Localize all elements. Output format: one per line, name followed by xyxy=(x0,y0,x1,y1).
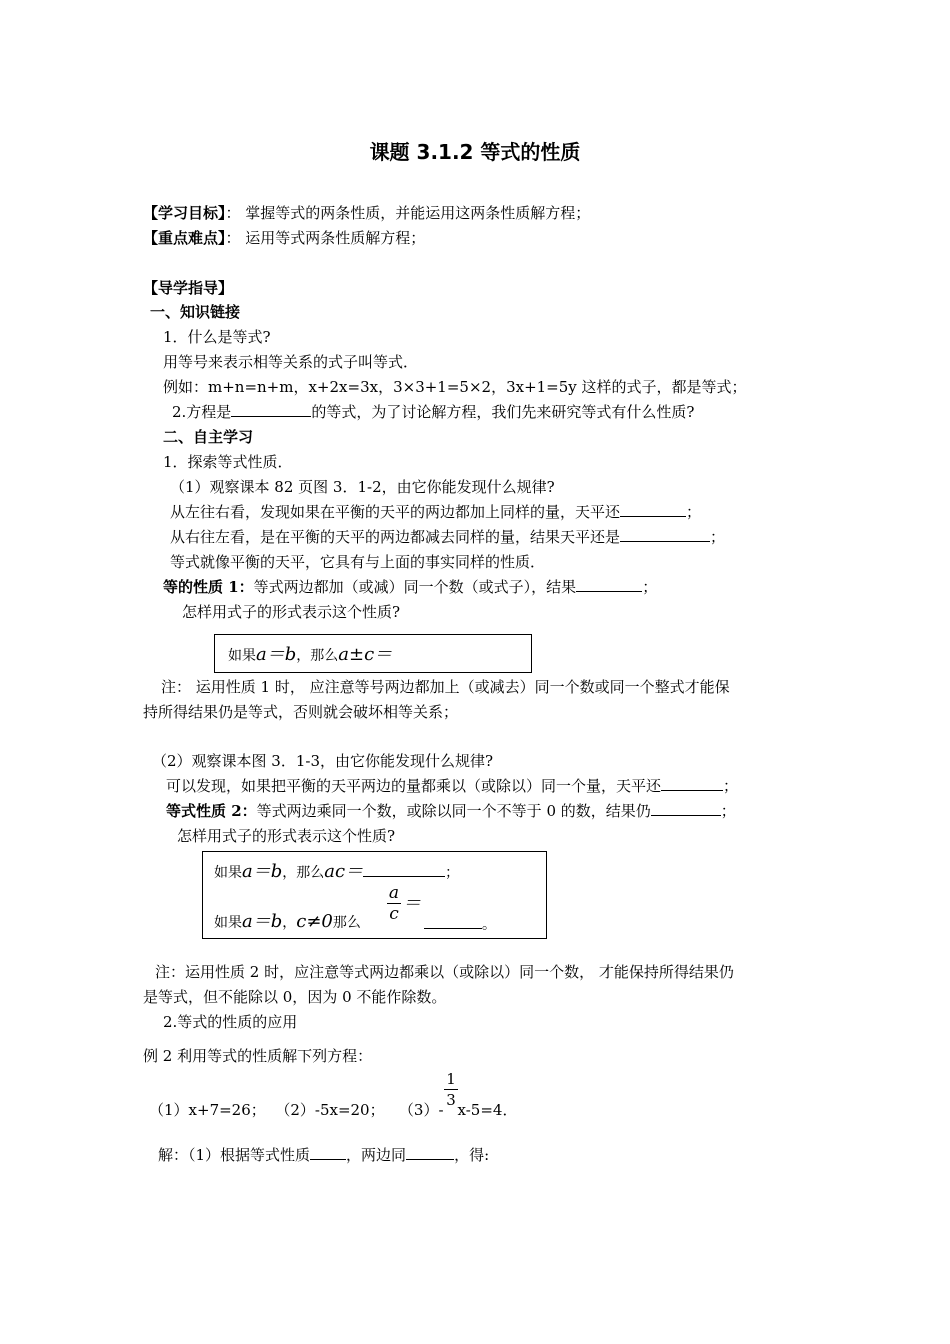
answer-blank[interactable] xyxy=(576,577,642,592)
application-item: 2.等式的性质的应用 xyxy=(163,1013,298,1031)
answer-blank[interactable] xyxy=(310,1145,346,1160)
property1-label: 等的性质 1： xyxy=(163,578,254,596)
one-third-fraction xyxy=(444,1070,458,1109)
answer-blank[interactable] xyxy=(406,1145,454,1160)
answer-blank[interactable] xyxy=(620,527,710,542)
section1-heading: 一、知识链接 xyxy=(150,303,241,321)
c-not-zero: c≠0 xyxy=(296,911,333,932)
answer-blank[interactable] xyxy=(231,402,311,417)
answer-blank[interactable] xyxy=(424,914,482,929)
a-plus-minus-c: a±c＝ xyxy=(338,644,393,665)
if-text: 如果 xyxy=(228,648,256,664)
a-equals-b: a＝b xyxy=(242,861,283,882)
equation-3-prefix: （3）- xyxy=(398,1101,444,1119)
property2-label: 等式性质 2： xyxy=(166,802,257,820)
multiply-observation: 可以发现，如果把平衡的天平两边的量都乘以（或除以）同一个量，天平还 ； xyxy=(166,777,739,795)
difficulty-label: 【重点难点】 xyxy=(143,229,226,247)
property1-text: 等式两边都加（或减）同一个数（或式子），结果 xyxy=(253,578,577,596)
observe-1: （1）观察课本 82 页图 3．1-2，由它你能发现什么规律? xyxy=(170,478,555,496)
example2-intro: 例 2 利用等式的性质解下列方程： xyxy=(143,1047,373,1065)
a-over-c-fraction xyxy=(387,884,401,923)
property2-formula-1: 如果a＝b，那么ac＝ ； xyxy=(214,861,460,882)
then-text: ，那么 xyxy=(282,865,325,881)
equation-2: （2）-5x=20； xyxy=(275,1101,385,1119)
fraction-equals: ＝ xyxy=(403,893,421,914)
how-to-express-1: 怎样用式子的形式表示这个性质? xyxy=(182,603,401,621)
goals-label: 【学习目标】 xyxy=(143,204,226,222)
section2-heading: 二、自主学习 xyxy=(163,428,254,446)
solution-prefix: 解：（1）根据等式性质 xyxy=(158,1146,311,1164)
answer-blank[interactable] xyxy=(620,502,686,517)
guide-heading: 【导学指导】 xyxy=(143,279,234,297)
note1-line1: 注： 运用性质 1 时， 应注意等号两边都加上（或减去）同一个数或同一个整式才能保 xyxy=(161,678,730,696)
fraction-bar xyxy=(444,1089,458,1090)
then-text: ，那么 xyxy=(296,648,339,664)
solution-line xyxy=(158,1145,489,1165)
then-text: 那么 xyxy=(332,915,361,931)
property-1: 等的性质 1：等式两边都加（或减）同一个数（或式子），结果 ； xyxy=(163,578,658,596)
section1-q1: 1．什么是等式? xyxy=(163,328,271,346)
difficulty-text: ： 运用等式两条性质解方程； xyxy=(225,229,426,247)
r2l-text: 从右往左看，是在平衡的天平的两边都减去同样的量，结果天平还是 xyxy=(170,528,621,546)
answer-blank[interactable] xyxy=(651,801,721,816)
explore-item: 1．探索等式性质． xyxy=(163,453,293,471)
example2-equations xyxy=(149,1100,517,1120)
key-difficulty xyxy=(143,228,425,248)
balance-analogy: 等式就像平衡的天平，它具有与上面的事实同样的性质． xyxy=(170,553,546,571)
fraction-numerator: a xyxy=(388,883,400,903)
q2-prefix: 2.方程是 xyxy=(172,403,232,421)
equation-1: （1）x+7=26； xyxy=(149,1101,266,1119)
learning-goals xyxy=(143,203,590,223)
fraction-denominator: 3 xyxy=(446,1091,456,1109)
l2r-text: 从左往右看，发现如果在平衡的天平的两边都加上同样的量，天平还 xyxy=(170,503,621,521)
answer-blank[interactable] xyxy=(661,776,723,791)
solution-mid: ，两边同 xyxy=(346,1146,407,1164)
answer-blank[interactable] xyxy=(363,862,445,877)
section1-q2 xyxy=(172,402,694,422)
property1-formula xyxy=(228,643,392,668)
note2-line1: 注：运用性质 2 时，应注意等式两边都乘以（或除以）同一个数， 才能保持所得结果仍 xyxy=(155,963,734,981)
solution-suffix: ，得: xyxy=(454,1146,490,1164)
property-2: 等式性质 2：等式两边乘同一个数，或除以同一个不等于 0 的数，结果仍 ； xyxy=(166,802,736,820)
mult-text: 可以发现，如果把平衡的天平两边的量都乘以（或除以）同一个量，天平还 xyxy=(166,777,662,795)
property2-formula-2: 如果a＝b，c≠0那么 xyxy=(214,911,361,932)
equation-definition: 用等号来表示相等关系的式子叫等式． xyxy=(163,353,419,371)
observe-2: （2）观察课本图 3．1-3，由它你能发现什么规律? xyxy=(152,752,494,770)
equation-examples: 例如：m+n=n+m，x+2x=3x，3×3+1=5×2，3x+1=5y 这样的式子，都是等式； xyxy=(163,378,747,396)
how-to-express-2: 怎样用式子的形式表示这个性质? xyxy=(177,827,396,845)
a-equals-b: a＝b xyxy=(256,644,297,665)
property2-text: 等式两边乘同一个数，或除以同一个不等于 0 的数，结果仍 xyxy=(256,802,651,820)
right-to-left: 从右往左看，是在平衡的天平的两边都减去同样的量，结果天平还是 ； xyxy=(170,528,726,546)
note2-line2: 是等式，但不能除以 0，因为 0 不能作除数。 xyxy=(143,988,447,1006)
ac-equals: ac＝ xyxy=(324,861,364,882)
q2-suffix: 的等式，为了讨论解方程，我们先来研究等式有什么性质? xyxy=(311,403,695,421)
fraction-numerator: 1 xyxy=(446,1070,456,1088)
a-equals-b: a＝b xyxy=(242,911,283,932)
equation-3-suffix: x-5=4． xyxy=(457,1101,518,1119)
left-to-right: 从左往右看，发现如果在平衡的天平的两边都加上同样的量，天平还 ； xyxy=(170,503,702,521)
fraction-denominator: c xyxy=(389,904,399,924)
if-text: 如果 xyxy=(214,865,242,881)
fraction-answer: 。 xyxy=(424,914,496,935)
page-title: 课题 3.1.2 等式的性质 xyxy=(369,140,581,164)
if-text: 如果 xyxy=(214,915,242,931)
goals-text: ： 掌握等式的两条性质，并能运用这两条性质解方程； xyxy=(225,204,591,222)
note1-line2: 持所得结果仍是等式，否则就会破坏相等关系； xyxy=(143,703,459,721)
